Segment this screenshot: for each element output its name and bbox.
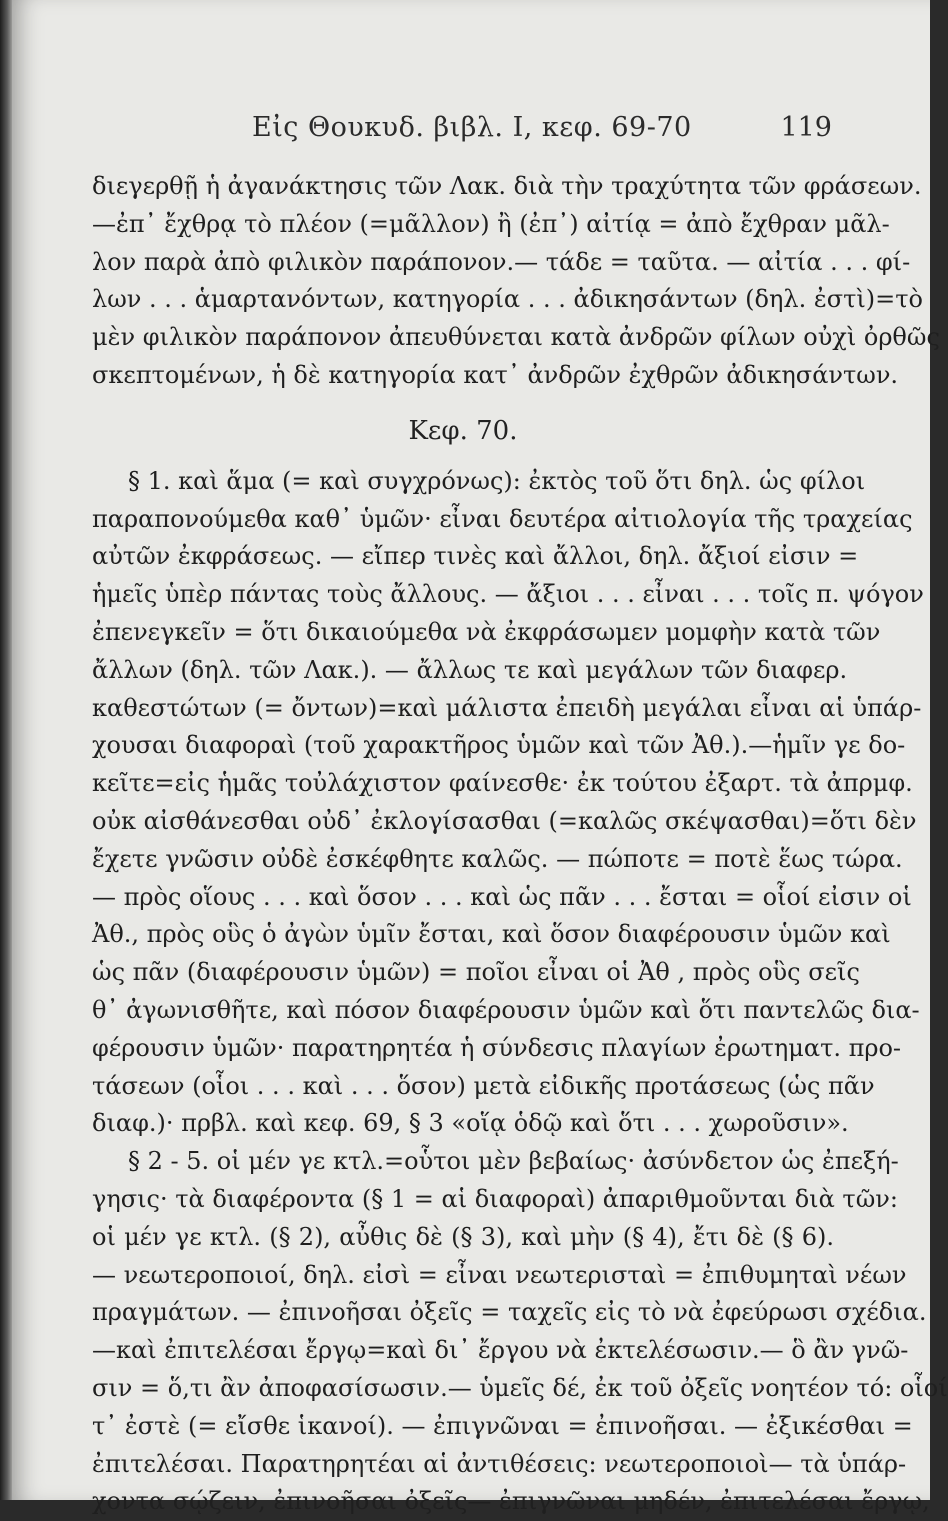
text-line: μὲν φιλικὸν παράπονον ἀπευθύνεται κατὰ ἀνδρῶν φίλων οὐχὶ ὀρθῶς: [92, 323, 940, 352]
text-line: ἄλλων (δηλ. τῶν Λακ.). — ἄλλως τε καὶ μεγάλων τῶν διαφερ.: [92, 655, 848, 684]
text-line: οἱ μέν γε κτλ. (§ 2), αὖθις δὲ (§ 3), καὶ μὴν (§ 4), ἔτι δὲ (§ 6).: [92, 1222, 834, 1251]
text-line: καθεστώτων (= ὄντων)=καὶ μάλιστα ἐπειδὴ μεγάλαι εἶναι αἱ ὑπάρ-: [92, 693, 922, 722]
text-line: οὐκ αἰσθάνεσθαι οὐδ᾽ ἐκλογίσασθαι (=καλῶς σκέψασθαι)=ὅτι δὲν: [92, 806, 917, 835]
text-line: ἔχετε γνῶσιν οὐδὲ ἐσκέφθητε καλῶς. — πώποτε = ποτὲ ἕως τώρα.: [92, 844, 903, 873]
text-line: § 2 - 5. οἱ μέν γε κτλ.=οὗτοι μὲν βεβαίως· ἀσύνδετον ὡς ἐπεξή-: [128, 1147, 899, 1176]
text-line: χουσαι διαφοραὶ (τοῦ χαρακτῆρος ὑμῶν καὶ τῶν Ἀθ.).—ἡμῖν γε δο-: [92, 731, 906, 760]
body-text: [92, 168, 948, 1521]
text-line: τάσεων (οἷοι . . . καὶ . . . ὅσον) μετὰ εἰδικῆς προτάσεως (ὡς πᾶν: [92, 1071, 875, 1100]
text-line: —ἐπ᾽ ἔχθρᾳ τὸ πλέον (=μᾶλλον) ἢ (ἐπ᾽) αἰτίᾳ = ἀπὸ ἔχθραν μᾶλ-: [92, 209, 890, 238]
text-line: φέρουσιν ὑμῶν· παρατηρητέα ἡ σύνδεσις πλαγίων ἐρωτηματ. προ-: [92, 1033, 902, 1062]
page-number: 119: [780, 112, 832, 143]
text-line: Ἀθ., πρὸς οὓς ὁ ἀγὼν ὑμῖν ἔσται, καὶ ὅσον διαφέρουσιν ὑμῶν καὶ: [92, 920, 891, 949]
text-line: διεγερθῇ ἡ ἀγανάκτησις τῶν Λακ. διὰ τὴν τραχύτητα τῶν φράσεων.: [92, 172, 922, 200]
text-line: τ᾽ ἐστὲ (= εἴσθε ἱκανοί). — ἐπιγνῶναι = ἐπινοῆσαι. — ἐξικέσθαι =: [92, 1411, 913, 1440]
running-head: Εἰς Θουκυδ. βιβλ. Ι, κεφ. 69-70: [252, 112, 692, 143]
text-line: κεῖτε=εἰς ἡμᾶς τοὐλάχιστον φαίνεσθε· ἐκ τούτου ἐξαρτ. τὰ ἀπρμφ.: [92, 769, 913, 798]
text-line: — νεωτεροποιοί, δηλ. εἰσὶ = εἶναι νεωτερισταὶ = ἐπιθυμηταὶ νέων: [92, 1260, 907, 1289]
text-line: θ᾽ ἀγωνισθῆτε, καὶ πόσον διαφέρουσιν ὑμῶν καὶ ὅτι παντελῶς δια-: [92, 995, 920, 1024]
text-line: πραγμάτων. — ἐπινοῆσαι ὀξεῖς = ταχεῖς εἰς τὸ νὰ ἐφεύρωσι σχέδια.: [92, 1298, 927, 1327]
page-header: [252, 112, 832, 152]
text-line: —καὶ ἐπιτελέσαι ἔργῳ=καὶ δι᾽ ἔργου νὰ ἐκτελέσωσιν.— ὃ ἂν γνῶ-: [92, 1336, 909, 1365]
text-line: — πρὸς οἵους . . . καὶ ὅσον . . . καὶ ὡς πᾶν . . . ἔσται = οἷοί εἰσιν οἱ: [92, 882, 912, 911]
book-gutter-edge: [0, 0, 12, 1500]
book-page: [12, 0, 948, 1516]
text-line: σιν = ὅ,τι ἂν ἀποφασίσωσιν.— ὑμεῖς δέ, ἐκ τοῦ ὀξεῖς νοητέον τό: οἷοί: [92, 1373, 948, 1402]
chapter-title: Κεφ. 70.: [408, 415, 518, 446]
text-line: ἡμεῖς ὑπὲρ πάντας τοὺς ἄλλους. — ἄξιοι . . . εἶναι . . . τοῖς π. ψόγον: [92, 580, 924, 609]
text-line: παραπονούμεθα καθ᾽ ὑμῶν· εἶναι δευτέρα αἰτιολογία τῆς τραχείας: [92, 504, 913, 533]
text-line: αὐτῶν ἐκφράσεως. — εἴπερ τινὲς καὶ ἄλλοι, δηλ. ἄξιοί εἰσιν =: [92, 542, 859, 571]
text-line: ἐπιτελέσαι. Παρατηρητέαι αἱ ἀντιθέσεις: νεωτεροποιοὶ— τὰ ὑπάρ-: [92, 1449, 907, 1478]
text-line: ὡς πᾶν (διαφέρουσιν ὑμῶν) = ποῖοι εἶναι οἱ Ἀθ , πρὸς οὓς σεῖς: [92, 958, 860, 987]
text-line: γησις· τὰ διαφέροντα (§ 1 = αἱ διαφοραὶ) ἀπαριθμοῦνται διὰ τῶν:: [92, 1184, 898, 1213]
text-line: σκεπτομένων, ἡ δὲ κατηγορία κατ᾽ ἀνδρῶν ἐχθρῶν ἀδικησάντων.: [92, 360, 899, 389]
text-line: λων . . . ἁμαρτανόντων, κατηγορία . . . ἀδικησάντων (δηλ. ἐστὶ)=τὸ: [92, 285, 923, 314]
text-line: λον παρὰ ἀπὸ φιλικὸν παράπονον.— τάδε = ταῦτα. — αἰτία . . . φί-: [92, 247, 911, 276]
text-line: χοντα σῴζειν, ἐπινοῆσαι ὀξεῖς— ἐπιγνῶναι μηδέν, ἐπιτελέσαι ἔργῳ,: [92, 1487, 930, 1516]
text-line: διαφ.)· πρβλ. καὶ κεφ. 69, § 3 «οἵᾳ ὁδῷ καὶ ὅτι . . . χωροῦσιν».: [92, 1109, 849, 1138]
text-line: § 1. καὶ ἅμα (= καὶ συγχρόνως): ἐκτὸς τοῦ ὅτι δηλ. ὡς φίλοι: [128, 466, 866, 495]
text-line: ἐπενεγκεῖν = ὅτι δικαιούμεθα νὰ ἐκφράσωμεν μομφὴν κατὰ τῶν: [92, 617, 881, 646]
